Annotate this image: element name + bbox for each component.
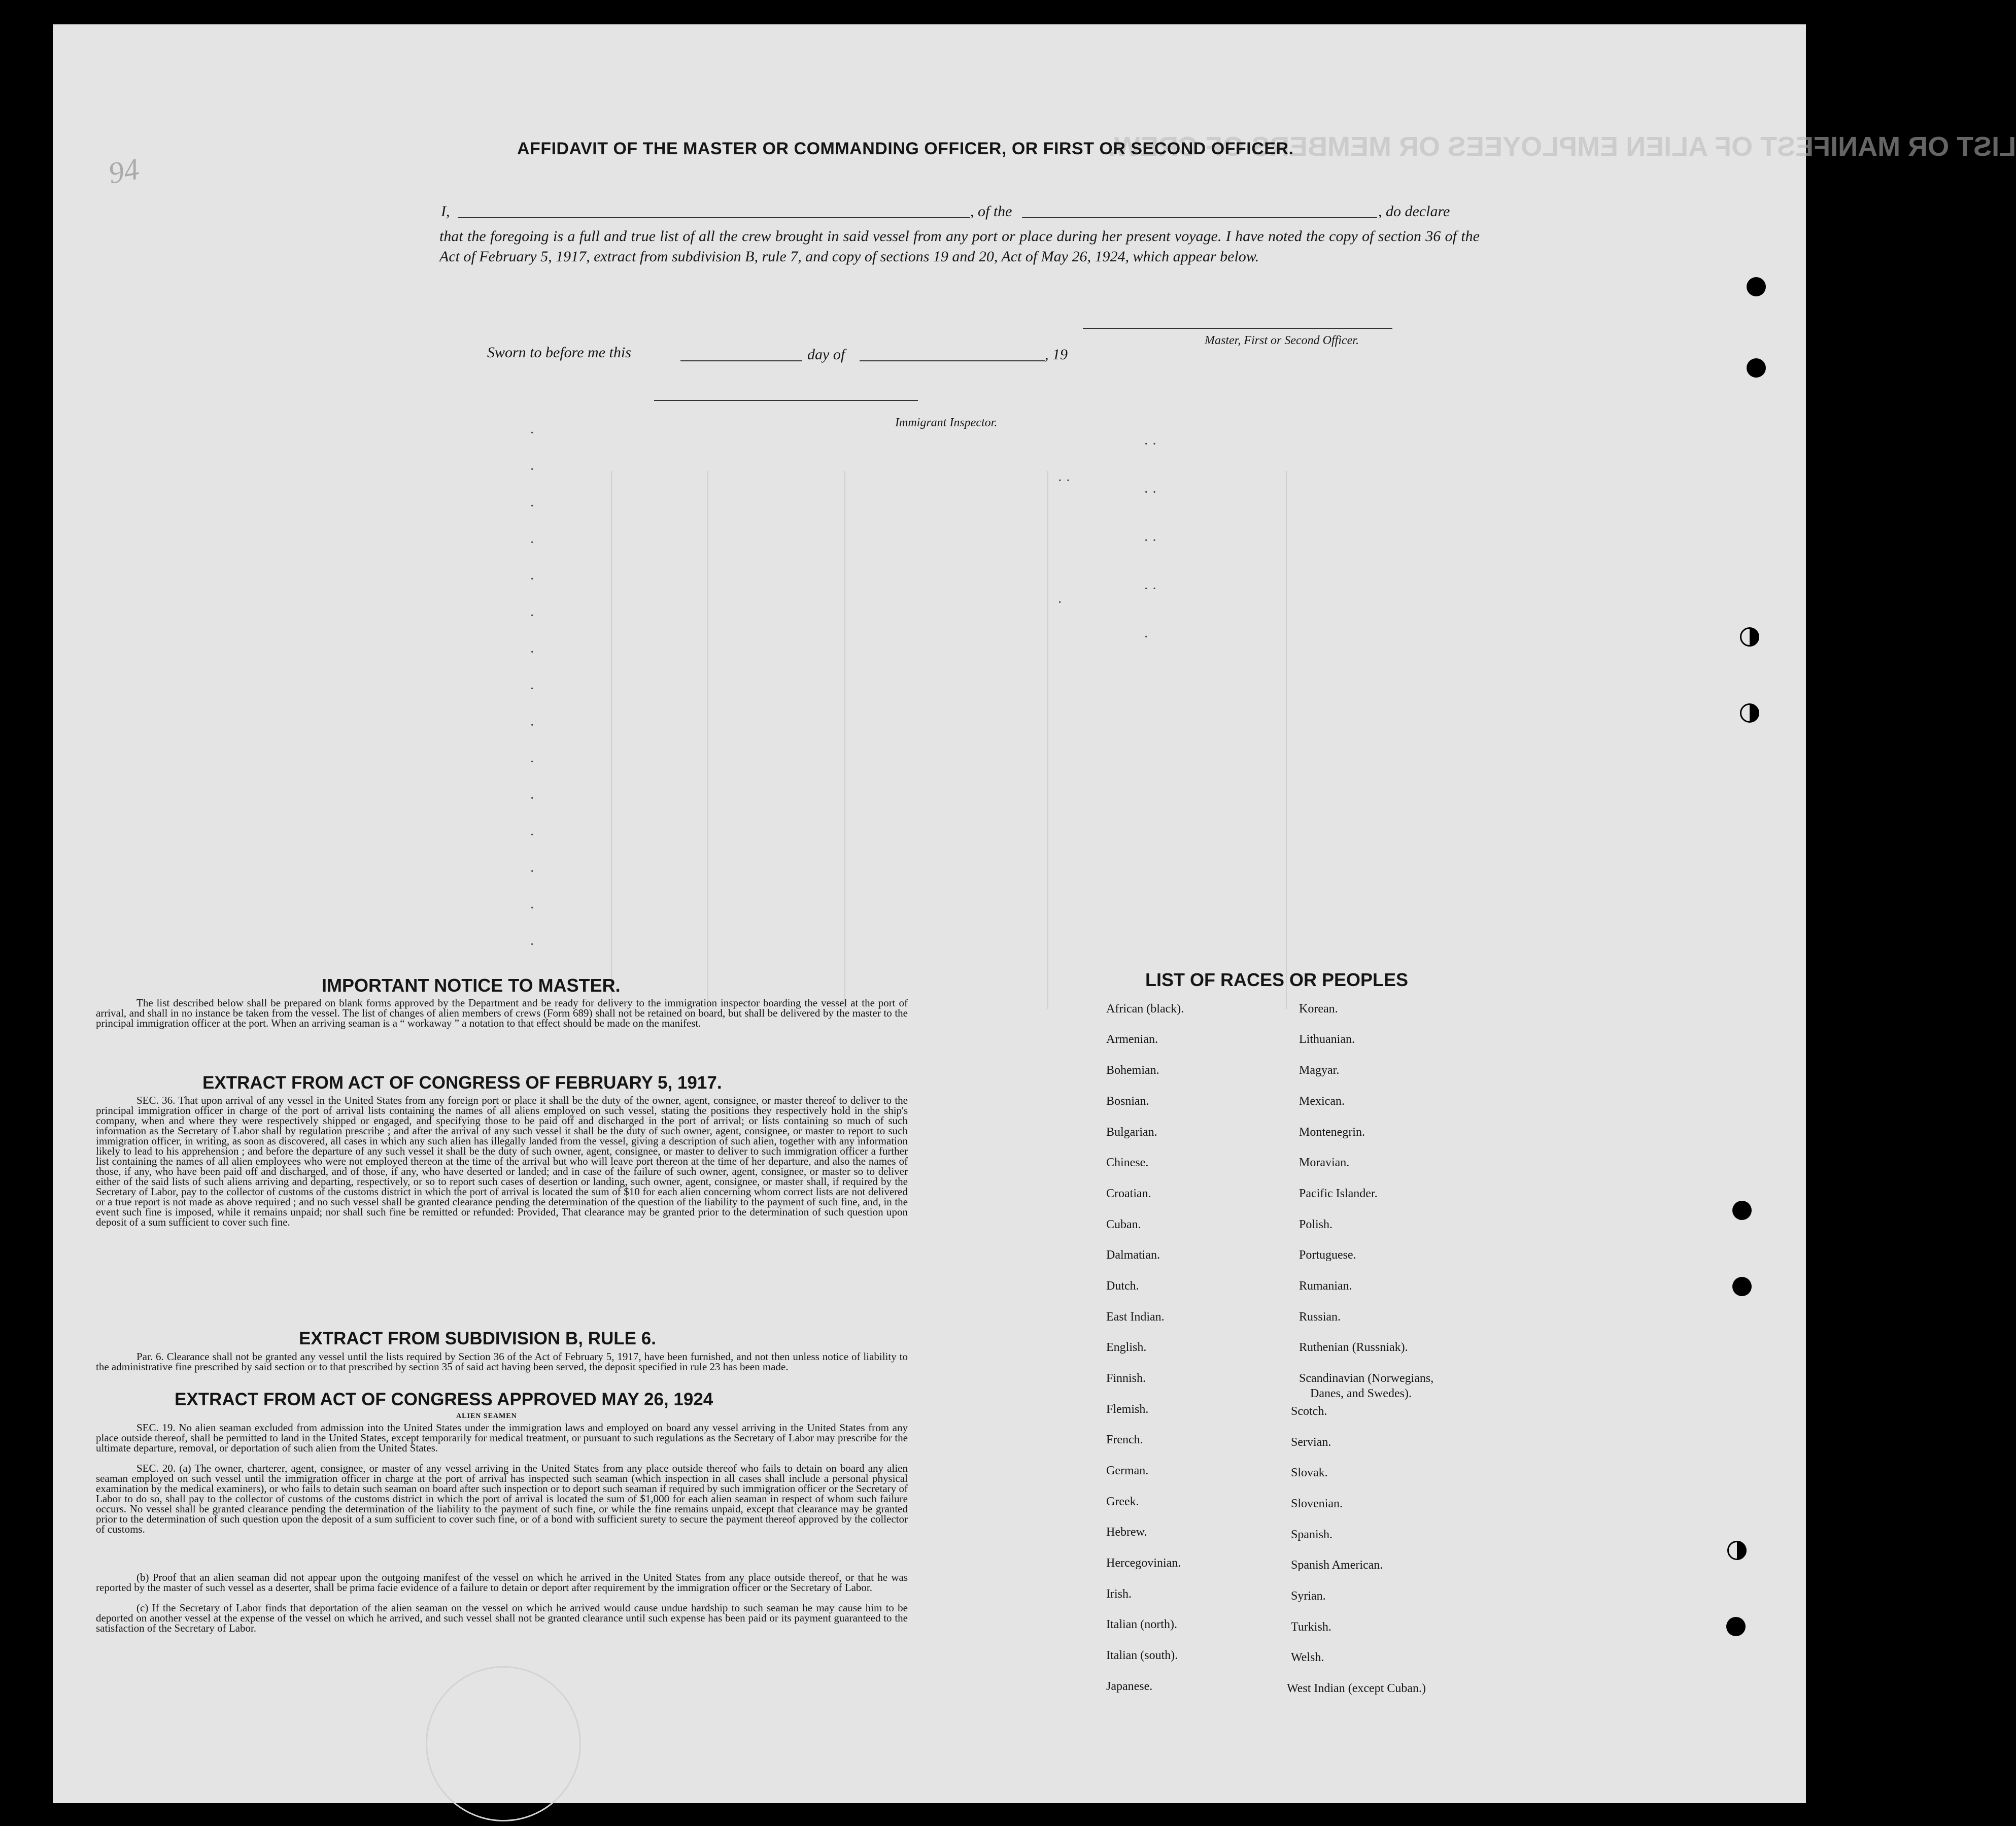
extract-1924-sec20b: (b) Proof that an alien seaman did not appear upon the outgoing manifest of the vessel on which he arrived in the United States from any place outside thereof, or that he was reported by the master of such vessel as a deserter, shall be prima facie evidence of a failure to detain or deport after requirement by the immigration officer or the Secretary of Labor.: [96, 1571, 908, 1594]
bleed-through-title: LIST OR MANIFEST OF ALIEN EMPLOYEES OR MEMBERS OF CREW.: [1108, 131, 2016, 162]
race-item: Cuban.: [1106, 1218, 1141, 1231]
affidavit-i: I,: [441, 203, 450, 220]
affidavit-declare: , do declare: [1378, 203, 1450, 220]
punch-hole-icon: [1740, 703, 1759, 723]
race-item: Bohemian.: [1106, 1064, 1159, 1077]
extract-1924-sec20c: (c) If the Secretary of Labor finds that deportation of the alien seaman on the vessel on which he arrived would cause undue hardship to such seaman he may cause him to be deported on another vessel at the expense of the vessel on which he arrived, and such vessel shall not be granted clearance until such expense has been paid or its payment guaranteed to the satisfaction of the Secretary of Labor.: [96, 1602, 908, 1634]
race-item: Russian.: [1299, 1310, 1341, 1324]
extract-1924-subtitle: ALIEN SEAMEN: [456, 1412, 517, 1420]
vessel-blank[interactable]: [1022, 217, 1377, 218]
race-item: West Indian (except Cuban.): [1287, 1682, 1426, 1695]
race-item: Ruthenian (Russniak).: [1299, 1341, 1408, 1354]
race-item: Hercegovinian.: [1106, 1557, 1181, 1570]
manifest-page: [53, 24, 2016, 1803]
dot-column: · · · · · · · · · · · · · · ·: [530, 425, 565, 953]
race-item: Magyar.: [1299, 1064, 1340, 1077]
extract-rule6-body: Par. 6. Clearance shall not be granted any vessel until the lists required by Section 36 of the Act of February 5, 1917, have been furnished, and not then unless notice of liability to the administrative fine prescribed by said section or to that prescribed by section 35 of said act having been served, the deposit specified in rule 23 has been made.: [96, 1350, 908, 1373]
sworn-day-blank[interactable]: [680, 360, 802, 361]
punch-hole-icon: [1732, 1201, 1752, 1220]
bleed-line: [611, 471, 612, 1009]
inspector-blank[interactable]: [654, 400, 918, 401]
race-item: Bosnian.: [1106, 1095, 1149, 1108]
notice-title: IMPORTANT NOTICE TO MASTER.: [322, 975, 621, 996]
bleed-line: [1047, 471, 1048, 1009]
sworn-prefix: Sworn to before me this: [487, 344, 631, 361]
race-item: German.: [1106, 1464, 1149, 1477]
pencil-note: 94: [106, 152, 142, 190]
race-item: African (black).: [1106, 1002, 1184, 1016]
race-item: East Indian.: [1106, 1310, 1165, 1324]
punch-hole-icon: [1747, 358, 1766, 378]
sworn-month-blank[interactable]: [860, 360, 1045, 361]
punch-hole-icon: [1732, 1277, 1752, 1296]
race-item: Servian.: [1291, 1436, 1331, 1449]
race-item: Italian (south).: [1106, 1649, 1178, 1662]
race-item: Finnish.: [1106, 1372, 1146, 1385]
punch-hole-icon: [1726, 1617, 1746, 1636]
extract-1917-title: EXTRACT FROM ACT OF CONGRESS OF FEBRUARY 5, 1917.: [202, 1073, 722, 1093]
affidavit-of-the: , of the: [970, 203, 1012, 220]
race-item: Portuguese.: [1299, 1248, 1356, 1262]
race-item: Japanese.: [1106, 1680, 1153, 1693]
race-item: Croatian.: [1106, 1187, 1151, 1200]
punch-hole-icon: [1727, 1541, 1747, 1560]
dot-column: · · · · · · · · ·: [1144, 436, 1157, 645]
sworn-year: , 19: [1045, 346, 1068, 363]
race-item: Spanish.: [1291, 1528, 1333, 1541]
race-item: Montenegrin.: [1299, 1126, 1365, 1139]
race-item: Danes, and Swedes).: [1310, 1387, 1412, 1400]
race-item: Mexican.: [1299, 1095, 1345, 1108]
extract-rule6-title: EXTRACT FROM SUBDIVISION B, RULE 6.: [299, 1329, 656, 1348]
signature-blank[interactable]: [1083, 328, 1392, 329]
race-item: Flemish.: [1106, 1403, 1149, 1416]
race-item: Welsh.: [1291, 1651, 1324, 1664]
race-item: Dalmatian.: [1106, 1248, 1160, 1262]
bleed-line: [707, 471, 708, 1009]
race-item: Moravian.: [1299, 1156, 1350, 1169]
race-item: Scotch.: [1291, 1405, 1327, 1418]
race-item: Turkish.: [1291, 1620, 1331, 1634]
race-item: Greek.: [1106, 1495, 1139, 1508]
bleed-line: [844, 471, 845, 1009]
race-item: Bulgarian.: [1106, 1126, 1157, 1139]
stamp-mark: [426, 1666, 581, 1821]
race-item: Lithuanian.: [1299, 1033, 1355, 1046]
extract-1924-title: EXTRACT FROM ACT OF CONGRESS APPROVED MAY 26, 1924: [175, 1390, 713, 1409]
race-item: Slovenian.: [1291, 1497, 1343, 1510]
race-item: Polish.: [1299, 1218, 1333, 1231]
extract-1924-sec20a: SEC. 20. (a) The owner, charterer, agent, consignee, or master of any vessel arriving in the United States from any place outside thereof who fails to detain on board any alien seaman employed on such vessel until the immigration officer in charge at the port of arrival has inspected such seaman (which inspection in all cases shall include a personal physical examination by the medical examiners), or who fails to detain such seaman on board after such inspection or to deport such seaman if required by such immigration officer or the Secretary of Labor to do so, shall pay to the collector of customs of the customs district in which the port of arrival is located the sum of $1,000 for each alien seaman in respect of whom such failure occurs. No vessel shall be granted clearance pending the determination of the liability to the payment of such fine, or while the fine remains unpaid, except that clearance may be granted prior to the determination of such question upon the deposit of a sum sufficient to cover such fine, or of a bond with sufficient surety to secure the payment thereof approved by the collector of customs.: [96, 1462, 908, 1535]
dot-column: · · ·: [1057, 473, 1071, 611]
name-blank[interactable]: [458, 217, 970, 218]
race-item: Rumanian.: [1299, 1279, 1352, 1293]
race-item: Scandinavian (Norwegians,: [1299, 1372, 1434, 1385]
races-title: LIST OF RACES OR PEOPLES: [1145, 969, 1409, 990]
race-item: Hebrew.: [1106, 1526, 1147, 1539]
signature-label: Master, First or Second Officer.: [1205, 334, 1359, 347]
race-item: Dutch.: [1106, 1279, 1139, 1293]
race-item: Pacific Islander.: [1299, 1187, 1378, 1200]
race-item: French.: [1106, 1433, 1143, 1446]
race-item: Slovak.: [1291, 1466, 1328, 1479]
affidavit-title: AFFIDAVIT OF THE MASTER OR COMMANDING OFFICER, OR FIRST OR SECOND OFFICER.: [517, 139, 1294, 158]
race-item: Syrian.: [1291, 1590, 1326, 1603]
punch-hole-icon: [1747, 277, 1766, 296]
bleed-line: [1286, 471, 1287, 1009]
race-item: Korean.: [1299, 1002, 1338, 1016]
race-item: Irish.: [1106, 1587, 1132, 1601]
race-item: English.: [1106, 1341, 1147, 1354]
race-item: Chinese.: [1106, 1156, 1149, 1169]
race-item: Italian (north).: [1106, 1618, 1177, 1631]
race-item: Spanish American.: [1291, 1559, 1383, 1572]
inspector-label: Immigrant Inspector.: [895, 416, 998, 429]
race-item: Armenian.: [1106, 1033, 1158, 1046]
notice-body: The list described below shall be prepared on blank forms approved by the Department and be ready for delivery to the immigration inspector boarding the vessel at the port of arrival, and shall in no instance be taken from the vessel. The list of changes of alien members of crews (Form 689) shall not be retained on board, but shall be delivered by the master to the principal immigration officer at the port. When an arriving seaman is a “ workaway ” a notation to that effect should be made on the manifest.: [96, 997, 908, 1029]
affidavit-body: that the foregoing is a full and true list of all the crew brought in said vessel from any port or place during her present voyage. I have noted the copy of section 36 of the Act of February 5, 1917, extract from subdivision B, rule 7, and copy of sections 19 and 20, Act of May 26, 1924, which appear below.: [439, 228, 1480, 265]
extract-1924-sec19: SEC. 19. No alien seaman excluded from admission into the United States under the immigration laws and employed on board any vessel arriving in the United States from any place outside thereof, shall be permitted to land in the United States, except temporarily for medical treatment, or pursuant to such regulations as the Secretary of Labor may prescribe for the ultimate departure, removal, or deportation of such alien from the United States.: [96, 1422, 908, 1454]
sworn-day-of: day of: [807, 346, 845, 363]
punch-hole-icon: [1740, 627, 1759, 647]
extract-1917-body: SEC. 36. That upon arrival of any vessel in the United States from any foreign port or place it shall be the duty of the owner, agent, consignee, or master thereof to deliver to the principal immigration officer in charge of the port of arrival lists containing the names of all aliens employed on such vessel, stating the positions they respectively hold in the ship's company, when and where they were respectively shipped or engaged, and specifying those to be paid off and discharged in the port of arrival; or lists containing so much of such information as the Secretary of Labor shall by regulation prescribe ; and after the arrival of any such vessel it shall be the duty of such owner, agent, consignee, or master to report to such immigration officer, in writing, as soon as discovered, all cases in which any such alien has illegally landed from the vessel, giving a description of such alien, together with any information likely to lead to his apprehension ; and before the departure of any such vessel it shall be the duty of such owner, agent, consignee, or master to deliver to such immigration officer a further list containing the names of all alien employees who were not employed thereon at the time of the arrival but who will leave port thereon at the time of her departure, and also the names of those, if any, who have been paid off and discharged, and of those, if any, who have deserted or landed; and in case of the failure of such owner, agent, consignee, or master so to deliver either of the said lists of such aliens arriving and departing, respectively, or so to report such cases of desertion or landing, such owner, agent, consignee, or master shall, if required by the Secretary of Labor, pay to the collector of customs of the customs district in which the port of arrival is located the sum of $10 for each alien concerning whom correct lists are not delivered or a true report is not made as above required ; and no such vessel shall be granted clearance pending the determination of the question of the liability to the payment of such fine, and, in the event such fine is imposed, while it remains unpaid; nor shall such fine be remitted or refunded: Provided, That clearance may be granted prior to the determination of such question upon deposit of a sum sufficient to cover such fine.: [96, 1094, 908, 1228]
